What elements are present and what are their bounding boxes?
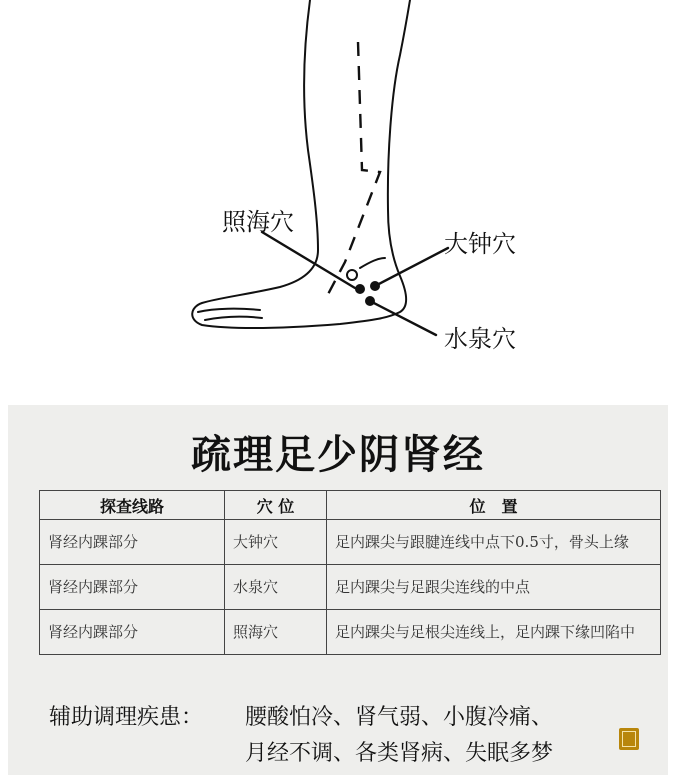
cell-point: 照海穴 (225, 610, 327, 655)
auxiliary-label: 辅助调理疾患： (49, 705, 204, 730)
zhaohai-point (347, 270, 357, 280)
shuiquan-point (355, 284, 365, 294)
header-location: 位 置 (327, 491, 661, 520)
cell-location: 足内踝尖与足根尖连线上，足内踝下缘凹陷中 (327, 610, 661, 655)
cell-route: 肾经内踝部分 (40, 565, 225, 610)
header-route: 探查线路 (40, 491, 225, 520)
zhaohai-label: 照海穴 (222, 208, 294, 236)
brand-logo (619, 728, 639, 750)
cell-point: 大钟穴 (225, 520, 327, 565)
dazhong-leader (375, 248, 448, 286)
leg-back-outline (192, 0, 410, 328)
header-point: 穴 位 (225, 491, 327, 520)
shuiquan-label: 水泉穴 (444, 325, 516, 353)
zhaohai-leader (262, 232, 355, 288)
cell-location: 足内踝尖与足跟尖连线的中点 (327, 565, 661, 610)
info-panel (8, 405, 668, 775)
table-row (40, 565, 661, 610)
auxiliary-line-1: 腰酸怕冷、肾气弱、小腹冷痛、 (245, 705, 554, 730)
table-row (40, 520, 661, 565)
table-header-row (40, 491, 661, 520)
auxiliary-line-2: 月经不调、各类肾病、失眠多梦 (245, 741, 554, 766)
toe-line-2 (205, 317, 262, 320)
dazhong-label: 大钟穴 (444, 230, 516, 258)
cell-location: 足内踝尖与跟腱连线中点下0.5寸，骨头上缘 (327, 520, 661, 565)
cell-point: 水泉穴 (225, 565, 327, 610)
table-row (40, 610, 661, 655)
acupoints (347, 270, 380, 306)
acupoint-table (39, 490, 661, 655)
cell-route: 肾经内踝部分 (40, 610, 225, 655)
cell-route: 肾经内踝部分 (40, 520, 225, 565)
panel-title: 疏理足少阴肾经 (191, 431, 485, 478)
toe-line-1 (198, 309, 260, 312)
heel-crease (360, 258, 385, 268)
